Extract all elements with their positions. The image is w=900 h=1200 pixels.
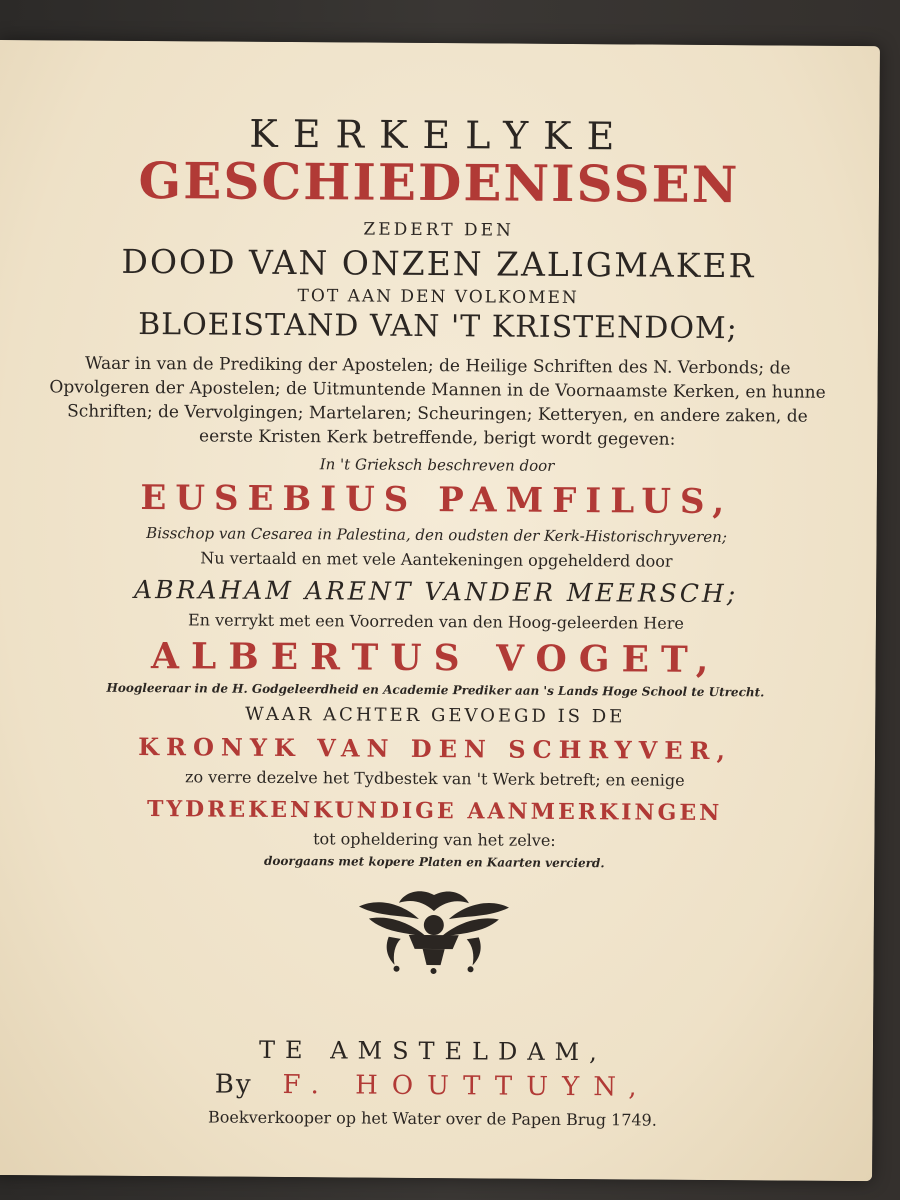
appended-line: WAAR ACHTER GEVOEGD IS DE — [245, 703, 626, 728]
imprint-by: By — [214, 1069, 253, 1100]
imprint-printer: F. HOUTTUYN, — [282, 1069, 651, 1103]
written-by-line: In 't Grieksch beschreven door — [319, 455, 555, 475]
title-page-text — [32, 100, 839, 1131]
author-name: EUSEBIUS PAMFILUS, — [140, 477, 734, 523]
title-line-tot: TOT AAN DEN VOLKOMEN — [297, 286, 579, 309]
title-line-dood: DOOD VAN ONZEN ZALIGMAKER — [121, 241, 756, 286]
preface-line: En verrykt met een Voorreden van den Hoog-geleerden Here — [187, 610, 684, 633]
preface-author-description: Hoogleeraar in de H. Godgeleerdheid en Academie Prediker aan 's Lands Hoge School te Utrecht. — [106, 680, 765, 700]
imprint-address: Boekverkooper op het Water over de Papen Brug 1749. — [208, 1107, 657, 1130]
notes-title: TYDREKENKUNDIGE AANMERKINGEN — [146, 796, 723, 827]
title-line-zedert: ZEDERT DEN — [363, 219, 514, 241]
notes-description: tot opheldering van het zelve: — [313, 829, 556, 850]
translator-name: ABRAHAM ARENT VANDER MEERSCH; — [134, 574, 739, 609]
imprint-place: TE AMSTELDAM, — [258, 1035, 607, 1067]
illustrated-line: doorgaans met kopere Platen en Kaarten vercierd. — [263, 853, 605, 871]
floral-ornament-icon — [348, 886, 519, 977]
title-line-bloeistand: BLOEISTAND VAN 'T KRISTENDOM; — [138, 306, 738, 347]
imprint-printer-line — [33, 1068, 833, 1104]
description-paragraph: Waar in van de Prediking der Apostelen; de Heilige Schriften des N. Verbonds; de Opvolgeren der Apostelen; de Uitmuntende Mannen in de Voornaamste Kerken, en hunne Schriften; de Vervolgingen; Martelaren; Scheuringen; Ketteryen, en andere zaken, de eerste Kristen Kerk betreffende, berigt wordt gegeven: — [49, 353, 826, 450]
title-page — [0, 40, 880, 1181]
title-line-kerkelyke: KERKELYKE — [249, 111, 630, 159]
chronicle-title: KRONYK VAN DEN SCHRYVER, — [138, 731, 733, 766]
chronicle-description: zo verre dezelve het Tydbestek van 't Werk betreft; en eenige — [184, 767, 685, 790]
preface-author-name: ALBERTUS VOGET, — [150, 635, 721, 682]
translated-line: Nu vertaald en met vele Aantekeningen opgehelderd door — [200, 548, 673, 571]
title-line-geschiedenissen: GESCHIEDENISSEN — [138, 150, 740, 215]
author-description: Bisschop van Cesarea in Palestina, den oudsten der Kerk-Historischryveren; — [146, 524, 727, 547]
